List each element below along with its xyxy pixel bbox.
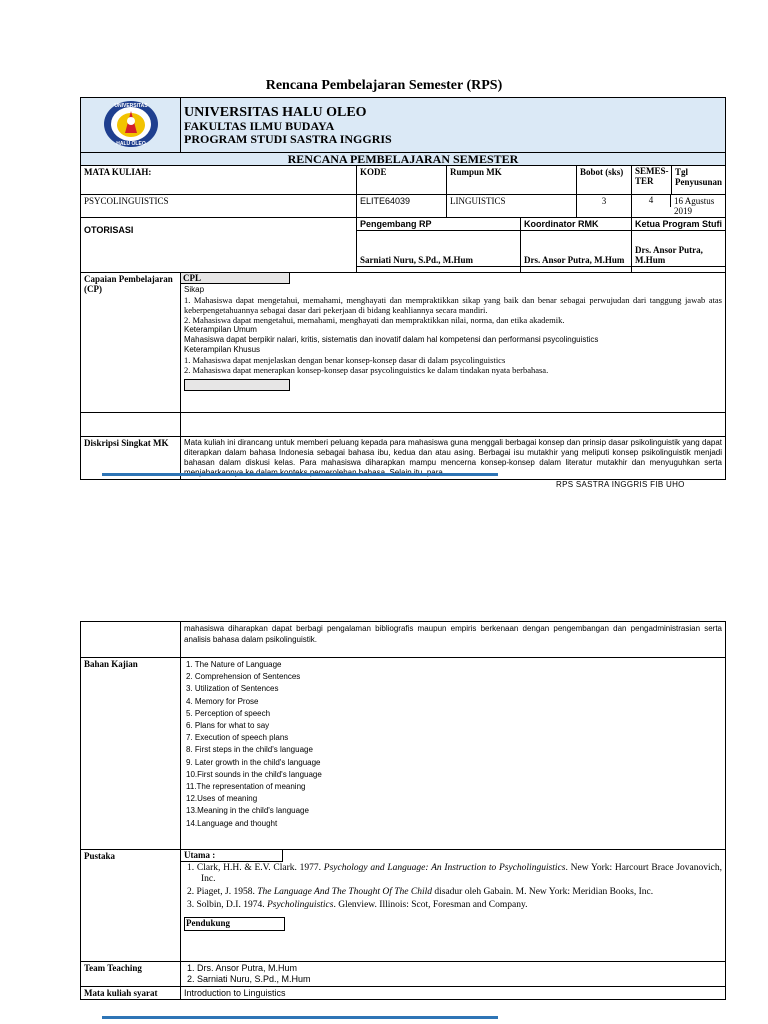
bahan-kajian-item: 8. First steps in the child's language <box>186 745 313 755</box>
ketua-name: Drs. Ansor Putra, M.Hum <box>632 231 726 267</box>
university-logo-icon <box>102 99 160 149</box>
syarat-label: Mata kuliah syarat <box>81 987 181 1000</box>
koordinator-name: Drs. Ansor Putra, M.Hum <box>521 231 632 267</box>
deskripsi-text-page1: Mata kuliah ini dirancang untuk memberi peluang kepada para mahasiswa guna menggali berbagai konsep dan prinsip dasar psikolinguistik yang dapat diterapkan dalam bahasa Indonesia sebagai bahasa ibu, kedua dan atau asing. Berbagai isu mutakhir yang meliputi konsep psikolinguistik menjadi bahasan dalam diskusi kelas. Para mahasiswa diharapkan mampu mencerna konsep-konsep dalam literatur mutakhir dan menyuguhkan serta <box>181 437 726 480</box>
document-title: Rencana Pembelajaran Semester (RPS) <box>265 78 503 93</box>
deskripsi-text-page2: mahasiswa diharapkan dapat berbagi pengalaman bibliografis maupun empiris berkenaan dengan pengembangan dan pengadministrasian serta analisis bahasa dalam psikolinguistik. <box>181 622 726 658</box>
bobot-header: Bobot (sks) <box>577 166 632 195</box>
svg-text:HALU OLEO: HALU OLEO <box>115 141 146 147</box>
syarat-value: Introduction to Linguistics <box>181 987 726 1000</box>
utama-label: Utama : <box>181 850 283 862</box>
tgl-penyusunan-header: Tgl Penyusunan <box>674 167 723 187</box>
reference-item: 3. Solbin, D.I. 1974. Psycholinguistics. Glenview. Illinois: Scot, Foresman and Company. <box>187 900 528 910</box>
bahan-kajian-label: Bahan Kajian <box>81 658 181 850</box>
team-teaching-label: Team Teaching <box>81 962 181 987</box>
pengembang-label: Pengembang RP <box>357 218 521 231</box>
bahan-kajian-item: 3. Utilization of Sentences <box>186 684 279 694</box>
tgl-value: 16 Agustus 2019 <box>674 196 715 216</box>
deskripsi-label: Diskripsi Singkat MK <box>81 437 181 480</box>
tgl-value-cell <box>632 195 726 218</box>
rps-heading: RENCANA PEMBELAJARAN SEMESTER <box>81 153 726 166</box>
semester-header: SEMES-TER <box>632 166 672 194</box>
pendukung-label: Pendukung <box>184 917 285 931</box>
kode-header: KODE <box>357 166 447 195</box>
kode-value: ELITE64039 <box>357 195 447 218</box>
bahan-kajian-item: 6. Plans for what to say <box>186 721 270 731</box>
bahan-kajian-item: 1. The Nature of Language <box>186 660 282 669</box>
ketua-label: Ketua Program Stufi <box>632 218 726 231</box>
semester-value: 4 <box>632 195 671 207</box>
bahan-kajian-item: 4. Memory for Prose <box>186 696 259 706</box>
khusus-item-2: 2. Mahasiswa dapat menerapkan konsep-konsep dasar psycolinguistics ke dalam tindakan nyata berbahasa. <box>184 365 549 375</box>
pustaka-content <box>181 850 726 962</box>
keterampilan-khusus-heading: Keterampilan Khusus <box>184 345 261 354</box>
sikap-item-2: 2. Mahasiswa dapat mengetahui, memahami, menghayati dan mempraktikkan nilai, norma, dan etika akademik. <box>184 315 565 325</box>
bahan-kajian-item: 10.First sounds in the child's language <box>186 769 322 779</box>
rps-table-page1 <box>80 97 726 480</box>
sikap-heading: Sikap <box>184 285 205 294</box>
koordinator-label: Koordinator RMK <box>521 218 632 231</box>
khusus-item-1: 1. Mahasiswa dapat menjelaskan dengan benar konsep-konsep dasar di dalam psycolinguistics <box>184 355 506 365</box>
rumpun-value: LINGUISTICS <box>447 195 577 218</box>
mata-kuliah-value: PSYCOLINGUISTICS <box>81 195 357 218</box>
team-teaching-list <box>181 962 726 987</box>
rumpun-header: Rumpun MK <box>447 166 577 195</box>
program-name: PROGRAM STUDI SASTRA INGGRIS <box>184 131 392 146</box>
team-member: 2. Sarniati Nuru, S.Pd., M.Hum <box>187 974 311 984</box>
capaian-label: Capaian Pembelajaran (CP) <box>81 273 181 413</box>
footer-text-page1: RPS SASTRA INGGRIS FIB UHO <box>556 480 685 489</box>
reference-item: 1. Clark, H.H. & E.V. Clark. 1977. Psychology and Language: An Instruction to Psycholinguistics. New York: Harcourt Brace Jovanovich, Inc. <box>187 863 722 884</box>
cpl-label: CPL <box>181 273 290 284</box>
bahan-kajian-item: 11.The representation of meaning <box>186 782 306 792</box>
bahan-kajian-item: 7. Execution of speech plans <box>186 733 289 743</box>
logo-cell <box>81 98 181 153</box>
reference-item: 2. Piaget, J. 1958. The Language And The Thought Of The Child disadur oleh Gabain. M. New York: Meridian Books, Inc. <box>187 887 654 897</box>
pustaka-label: Pustaka <box>81 850 181 962</box>
bahan-kajian-item: 5. Perception of speech <box>186 708 271 718</box>
footer-bar-page1 <box>102 473 498 476</box>
university-name: UNIVERSITAS HALU OLEO <box>184 104 367 120</box>
bahan-kajian-item: 9. Later growth in the child's language <box>186 757 321 767</box>
capaian-content <box>181 273 726 413</box>
keterampilan-umum-heading: Keterampilan Umum <box>184 325 257 334</box>
bobot-value: 3 <box>577 195 632 218</box>
sikap-item-1: 1. Mahasiswa dapat mengetahui, memahami, menghayati dan mempraktikkan sikap yang baik dan benar sebagai perwujudan dari tanggung jawab atas keberpengetahuannya sebagai dasar dari pekerjaan di bidang keahliannya secara mandiri. <box>184 295 722 315</box>
university-header <box>181 98 726 153</box>
svg-text:UNIVERSITAS: UNIVERSITAS <box>113 103 148 109</box>
bahan-kajian-item: 2. Comprehension of Sentences <box>186 672 301 682</box>
bahan-kajian-item: 14.Language and thought <box>186 818 278 828</box>
bahan-kajian-item: 13.Meaning in the child's language <box>186 806 309 816</box>
rps-table-page2 <box>80 621 726 1000</box>
cpl-gray-box <box>184 379 290 391</box>
keterampilan-umum-text: Mahasiswa dapat berpikir nalari, kritis, sistematis dan inovatif dalam hal kompetensi dan performansi psycolinguistics <box>184 335 599 344</box>
bahan-kajian-list <box>181 658 726 850</box>
pengembang-name: Sarniati Nuru, S.Pd., M.Hum <box>357 231 521 267</box>
bahan-kajian-item: 12.Uses of meaning <box>186 794 258 804</box>
team-member: 1. Drs. Ansor Putra, M.Hum <box>187 963 298 973</box>
tgl-header <box>632 166 726 195</box>
otorisasi-label: OTORISASI <box>81 218 357 273</box>
faculty-name: FAKULTAS ILMU BUDAYA <box>184 118 335 133</box>
footer-bar-page2 <box>102 1016 498 1019</box>
mata-kuliah-header: MATA KULIAH: <box>81 166 357 195</box>
